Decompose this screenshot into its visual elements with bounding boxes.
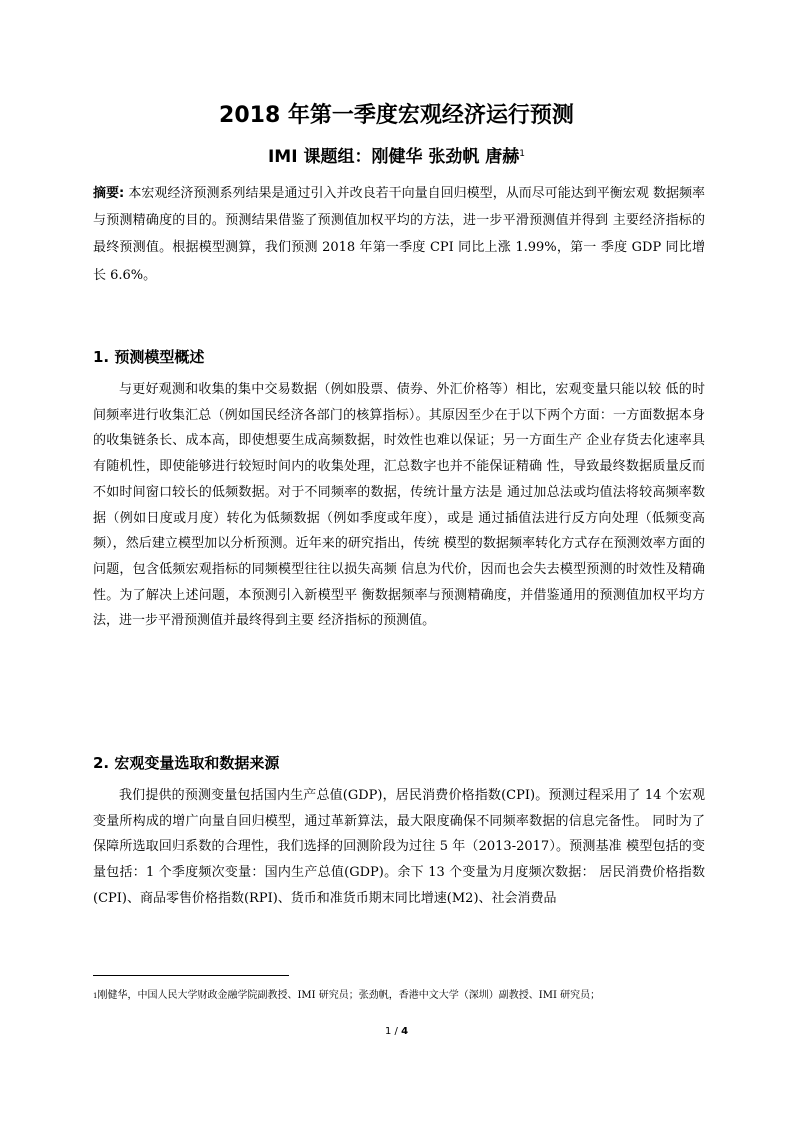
abstract — [93, 180, 705, 289]
section-1-heading: 1. 预测模型概述 — [93, 348, 205, 366]
page-total: 4 — [401, 1026, 409, 1037]
footnote-reference: 1 — [519, 149, 526, 159]
footnote-divider — [93, 975, 289, 976]
author-names: IMI 课题组：刚健华 张劲帆 唐赫 — [267, 147, 520, 167]
author-line — [0, 145, 793, 169]
section-2-heading: 2. 宏观变量选取和数据来源 — [93, 754, 280, 772]
page-number — [0, 1026, 793, 1037]
abstract-label: 摘要: — [93, 186, 125, 201]
section-2-paragraph: 我们提供的预测变量包括国内生产总值(GDP)，居民消费价格指数(CPI)。预测过程采用了 14 个宏观变量所构成的增广向量自回归模型，通过革新算法，最大限度确保不同频率数据的信息完备性。 同时为了保障所选取回归系数的合理性，我们选择的回测阶段为过往 5 年（2013-2017）。预测基准 模型包括的变量包括：1 个季度频次变量：国内生产总值(GDP)。余下 13 个变量为月度频次数据： 居民消费价格指数(CPI)、商品零售价格指数(RPI)、货币和准货币期末同比增速(M2)、社会消费品 — [93, 788, 705, 906]
section-1-paragraph: 与更好观测和收集的集中交易数据（例如股票、债券、外汇价格等）相比，宏观变量只能以较 低的时间频率进行收集汇总（例如国民经济各部门的核算指标）。其原因至少在于以下两个方面：一方面数据本身的收集链条长、成本高，即使想要生成高频数据，时效性也难以保证；另一方面生产 企业存货去化速率具有随机性，即使能够进行较短时间内的收集处理，汇总数字也并不能保证精确 性，导致最终数据质量反而不如时间窗口较长的低频数据。对于不同频率的数据，传统计量方法是 通过加总法或均值法将较高频率数据（例如日度或月度）转化为低频数据（例如季度或年度），或是 通过插值法进行反方向处理（低频变高频），然后建立模型加以分析预测。近年来的研究指出，传统 模型的数据频率转化方式存在预测效率方面的问题，包含低频宏观指标的同频模型往往以损失高频 信息为代价，因而也会失去模型预测的时效性及精确性。为了解决上述问题，本预测引入新模型平 衡数据频率与预测精确度，并借鉴通用的预测值加权平均方法，进一步平滑预测值并最终得到主要 经济指标的预测值。 — [93, 382, 705, 629]
footnote-text: 刚健华，中国人民大学财政金融学院副教授、IMI 研究员；张劲帆，香港中文大学（深圳）副教授、IMI 研究员； — [97, 990, 601, 1001]
footnote — [93, 988, 713, 1004]
page-separator: / — [391, 1026, 402, 1037]
abstract-text: 本宏观经济预测系列结果是通过引入并改良若干向量自回归模型，从而尽可能达到平衡宏观 数据频率与预测精确度的目的。预测结果借鉴了预测值加权平均的方法，进一步平滑预测值并得到 主要经济指标的最终预测值。根据模型测算，我们预测 2018 年第一季度 CPI 同比上涨 1.99%，第一 季度 GDP 同比增长 6.6%。 — [93, 186, 706, 283]
document-title: 2018 年第一季度宏观经济运行预测 — [219, 103, 574, 128]
page-current: 1 — [384, 1026, 392, 1037]
footnote-mark: 1 — [93, 992, 98, 1000]
